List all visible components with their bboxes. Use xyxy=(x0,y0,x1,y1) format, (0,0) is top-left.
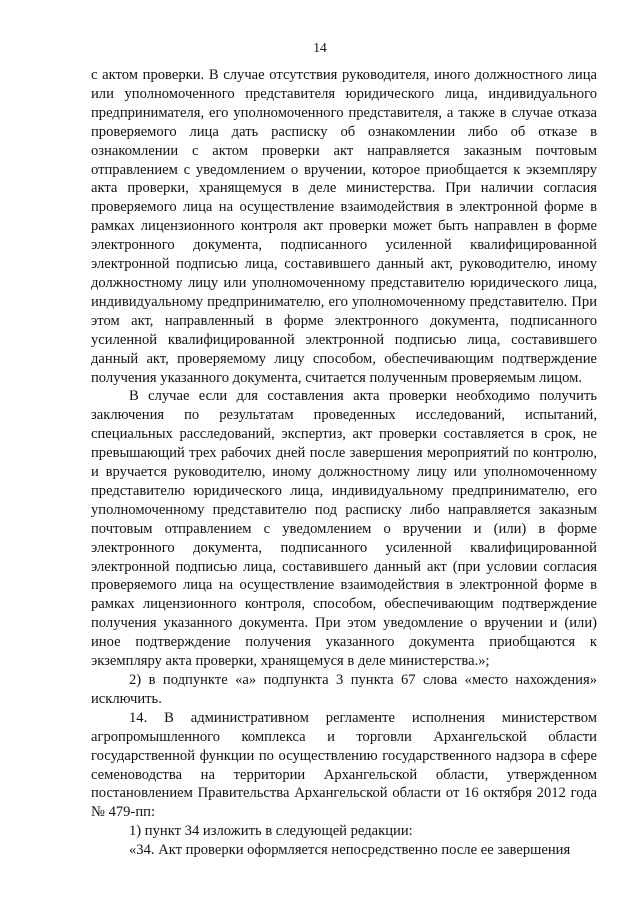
paragraph-subitem-1: 1) пункт 34 изложить в следующей редакции: xyxy=(129,823,413,840)
paragraph-continuation: с актом проверки. В случае отсутствия руководителя, иного должностного лица или уполномоченного представителя юридического лица, индивидуального предпринимателя, его уполномоченного представителя, а также в случае отказа проверяемого лица дать расписку об ознакомлении либо об отказе в ознакомлении с актом проверки акт направляется заказным почтовым отправлением с уведомлением о вручении, которое приобщается к экземпляру акта проверки, хранящемуся в деле министерства. При наличии согласия проверяемого лица на осуществление взаимодействия в электронной форме в рамках лицензионного контроля акт проверки может быть направлен в форме электронного документа, подписанного усиленной квалифицированной электронной подписью лица, составившего данный акт, руководителю, иному должностному лицу или уполномоченному представителю юридического лица, индивидуальному предпринимателю, его уполномоченному представителю. При этом акт, направленный в форме электронного документа, подписанного усиленной квалифицированной электронной подписью лица, составившего данный акт, проверяемому лицу способом, обеспечивающим подтверждение получения указанного документа, считается полученным проверяемым лицом. xyxy=(91,67,597,386)
paragraph-item-2: 2) в подпункте «а» подпункта 3 пункта 67 слова «место нахождения» исключить. xyxy=(91,672,597,707)
paragraph-expert-conclusions: В случае если для составления акта проверки необходимо получить заключения по результатам проведенных исследований, испытаний, специальных расследований, экспертиз, акт проверки составляется в срок, не превышающий трех рабочих дней после завершения мероприятий по контролю, и вручается руководителю, иному должностному лицу или уполномоченному представителю юридического лица, индивидуальному предпринимателю, его уполномоченному представителю под расписку либо направляется заказным почтовым отправлением с уведомлением о вручении и (или) в форме электронного документа, подписанного усиленной квалифицированной электронной подписью лица, составившего данный акт (при условии согласия проверяемого лица на осуществление взаимодействия в электронной форме в рамках лицензионного контроля, способом, обеспечивающим подтверждение получения указанного документа. При этом уведомление о вручении и (или) иное подтверждение получения указанного документа приобщаются к экземпляру акта проверки, хранящемуся в деле министерства.»; xyxy=(91,388,597,670)
document-body xyxy=(91,66,597,860)
page-number: 14 xyxy=(313,40,327,55)
paragraph-item-14: 14. В административном регламенте исполнения министерством агропромышленного комплекса и торговли Архангельской области государственной функции по осуществлению государственного надзора в сфере семеноводства на территории Архангельской области, утвержденном постановлением Правительства Архангельской области от 16 октября 2012 года № 479-пп: xyxy=(91,709,597,821)
paragraph-clause-34: «34. Акт проверки оформляется непосредственно после ее завершения xyxy=(129,842,571,859)
